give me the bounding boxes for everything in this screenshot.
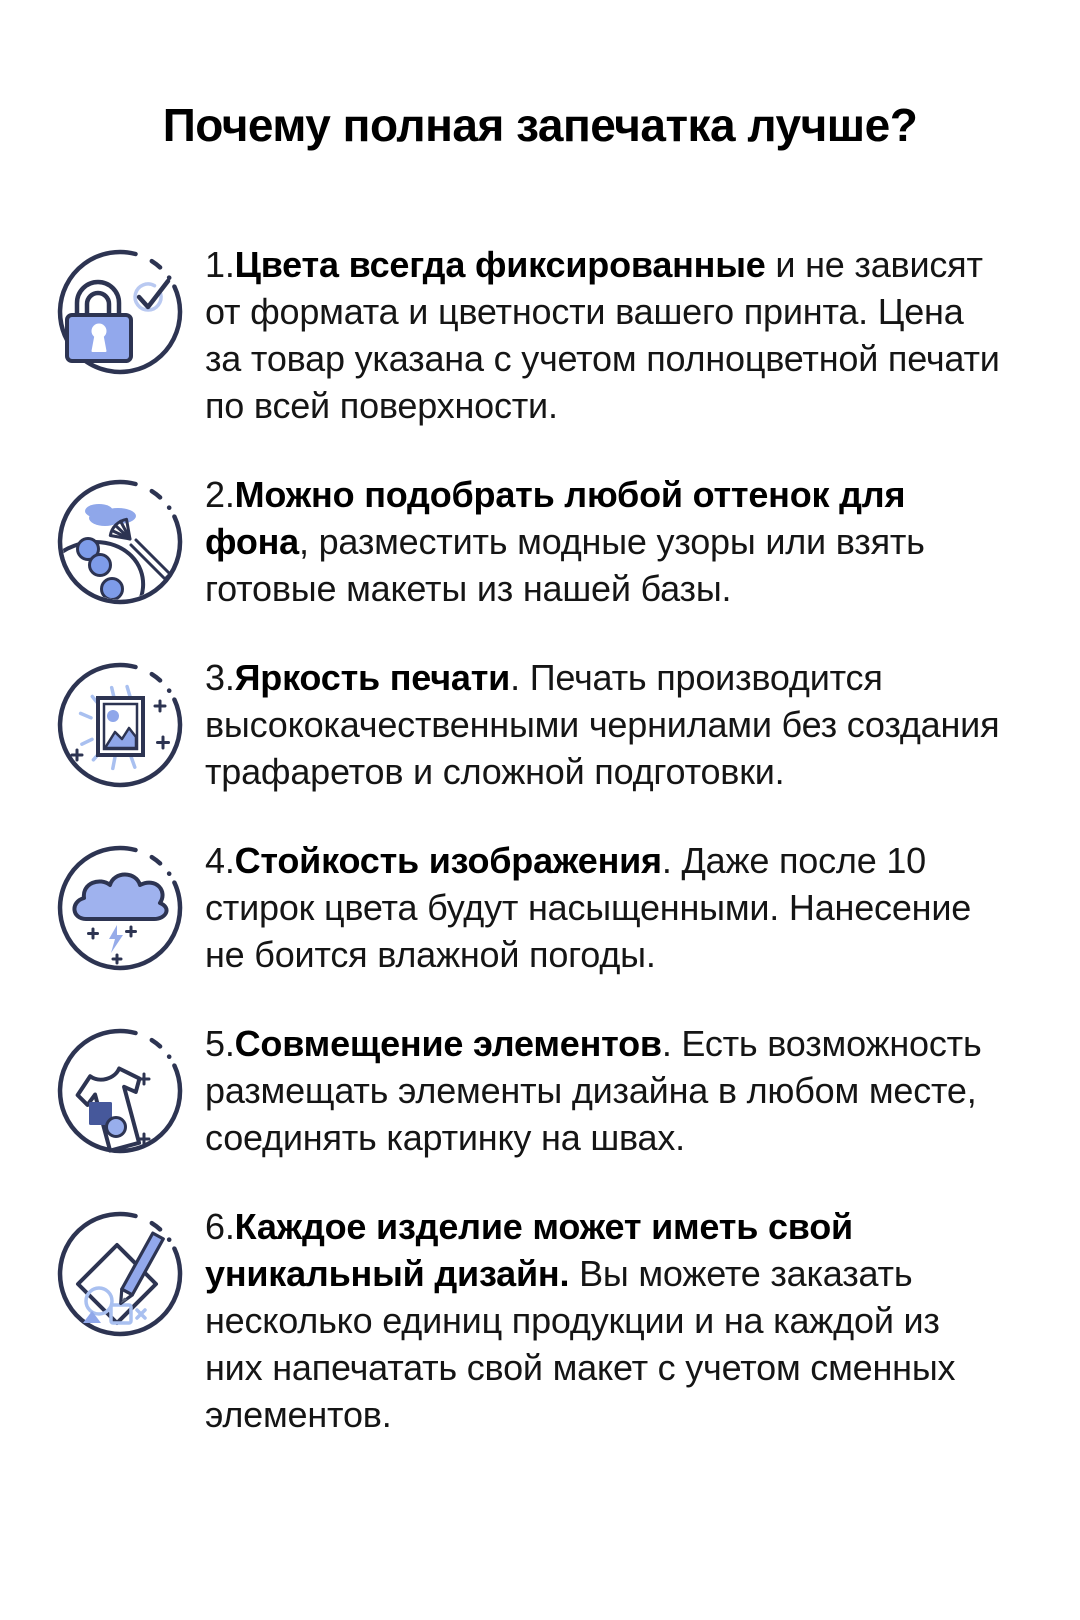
item-bold-text: Можно подобрать любой оттенок для фона <box>205 474 906 563</box>
item-rest-text: . Даже после 10 стирок цвета будут насыщенными. Нанесение не боится влажной погоды. <box>205 840 972 976</box>
item-number: 2. <box>205 474 235 516</box>
benefit-text <box>205 654 1005 795</box>
benefit-item-5 <box>0 1020 1080 1161</box>
item-bold-text: Яркость печати <box>234 657 511 699</box>
pencil-design-icon <box>55 1209 185 1339</box>
item-number: 6. <box>205 1206 235 1248</box>
benefit-item-3 <box>0 654 1080 795</box>
item-number: 1. <box>205 244 235 286</box>
item-number: 3. <box>205 657 235 699</box>
item-number: 5. <box>205 1023 235 1065</box>
storm-cloud-icon <box>55 843 185 973</box>
item-rest-text: и не зависят от формата и цветности вашего принта. Цена за товар указана с учетом полноцветной печати по всей поверхности. <box>205 244 1000 427</box>
benefit-text <box>205 1020 1005 1161</box>
item-rest-text: Вы можете заказать несколько единиц продукции и на каждой из них напечатать свой макет с учетом сменных элементов. <box>205 1253 956 1436</box>
benefit-item-1 <box>0 241 1080 429</box>
benefit-text <box>205 471 1005 612</box>
benefit-item-6 <box>0 1203 1080 1438</box>
padlock-check-icon <box>55 247 185 377</box>
benefit-text <box>205 241 1005 429</box>
benefit-text <box>205 837 1005 978</box>
tshirt-elements-icon <box>55 1026 185 1156</box>
page-title: Почему полная запечатка лучше? <box>162 99 918 151</box>
item-rest-text: , разместить модные узоры или взять готовые макеты из нашей базы. <box>205 521 925 610</box>
item-rest-text: . Печать производится высококачественными чернилами без создания трафаретов и сложной подготовки. <box>205 657 1000 793</box>
item-bold-text: Цвета всегда фиксированные <box>234 244 766 286</box>
item-bold-text: Каждое изделие может иметь свой уникальный дизайн. <box>205 1206 853 1295</box>
item-rest-text: . Есть возможность размещать элементы дизайна в любом месте, соединять картинку на швах. <box>205 1023 982 1159</box>
benefit-item-4 <box>0 837 1080 978</box>
palette-brush-icon <box>55 477 185 607</box>
item-number: 4. <box>205 840 235 882</box>
benefit-item-2 <box>0 471 1080 612</box>
benefit-text <box>205 1203 1005 1438</box>
item-bold-text: Совмещение элементов <box>234 1023 662 1065</box>
item-bold-text: Стойкость изображения <box>234 840 662 882</box>
bright-picture-icon <box>55 660 185 790</box>
